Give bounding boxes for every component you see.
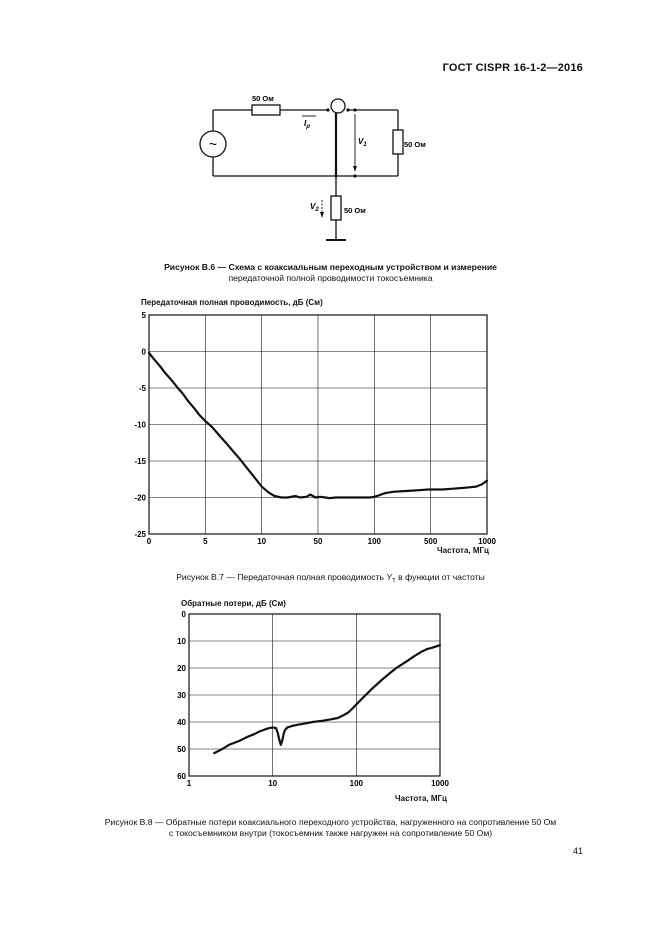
figure-8-caption-line2: с токосъемником внутри (токосъемник также нагружен на сопротивление 50 Ом) <box>168 828 493 838</box>
figure-6-caption <box>0 262 661 284</box>
chart1-y-tick-label: -25 <box>134 530 146 539</box>
chart1-y-tick-label: -10 <box>134 420 146 430</box>
standard-header: ГОСТ CISPR 16-1-2—2016 <box>442 62 583 74</box>
circuit-diagram <box>190 92 440 252</box>
chart1-x-tick-label: 500 <box>423 537 438 546</box>
chart2-y-tick-label: 60 <box>177 772 186 781</box>
chart1-x-tick-label: 10 <box>257 537 267 546</box>
page-number: 41 <box>572 846 583 856</box>
chart2-x-tick-label: 1000 <box>431 779 449 788</box>
chart1-x-title: Частота, МГц <box>437 546 489 555</box>
chart2-x-title: Частота, МГц <box>395 794 447 803</box>
resistor-r3 <box>393 130 403 154</box>
chart1-x-tick-label: 50 <box>313 537 323 546</box>
resistor-r1 <box>252 105 280 115</box>
current-ip-label: $I_p$ <box>304 119 310 130</box>
figure-8-caption-line1: Рисунок В.8 — Обратные потери коаксиального переходного устройства, нагруженного на сопротивление 50 Ом <box>104 817 557 827</box>
return-loss-chart <box>160 606 460 794</box>
chart1-x-tick-label: 100 <box>367 537 382 546</box>
resistor-r1-label: 50 Ом <box>252 94 274 103</box>
chart2-y-tick-label: 0 <box>181 610 186 619</box>
chart1-x-tick-label: 0 <box>146 537 152 546</box>
resistor-r2 <box>331 196 341 220</box>
chart1-y-tick-label: 0 <box>141 347 146 357</box>
figure-8-caption <box>0 817 661 839</box>
chart2-y-tick-label: 20 <box>177 664 186 673</box>
figure-6-caption-line1: Рисунок В.6 — Схема с коаксиальным переходным устройством и измерение <box>164 262 497 272</box>
chart2-y-tick-label: 30 <box>177 691 186 700</box>
resistor-r2-label: 50 Ом <box>344 206 366 215</box>
chart2-x-tick-label: 10 <box>268 779 278 788</box>
voltage-v1-label: $V_1$ <box>358 137 367 148</box>
chart1-y-tick-label: -5 <box>138 384 146 393</box>
voltage-v2-label: $V_2$ <box>310 202 319 213</box>
chart2-x-tick-label: 1 <box>186 779 192 788</box>
chart1-y-title: Передаточная полная проводимость, дБ (См) <box>141 298 323 307</box>
figure-6-caption-line2: передаточной полной проводимости токосъемника <box>228 273 433 283</box>
coaxial-device-icon <box>331 99 345 113</box>
chart2-y-tick-label: 50 <box>177 745 186 754</box>
chart1-y-tick-label: -15 <box>134 457 146 466</box>
chart2-y-tick-label: 40 <box>177 718 186 727</box>
chart1-y-tick-label: 5 <box>141 311 146 320</box>
chart1-x-tick-label: 5 <box>203 537 208 546</box>
transfer-admittance-chart <box>120 306 500 558</box>
chart2-y-title: Обратные потери, дБ (См) <box>181 599 286 608</box>
chart1-x-tick-label: 1000 <box>478 537 496 546</box>
figure-7-caption: Рисунок В.7 — Передаточная полная проводимость $Y_T$ в функции от частоты <box>176 572 485 585</box>
resistor-r3-label: 50 Ом <box>404 140 426 149</box>
chart2-y-tick-label: 10 <box>177 637 186 646</box>
source-glyph: ~ <box>208 136 218 152</box>
chart2-x-tick-label: 100 <box>349 779 364 788</box>
chart1-y-tick-label: -20 <box>134 493 146 503</box>
